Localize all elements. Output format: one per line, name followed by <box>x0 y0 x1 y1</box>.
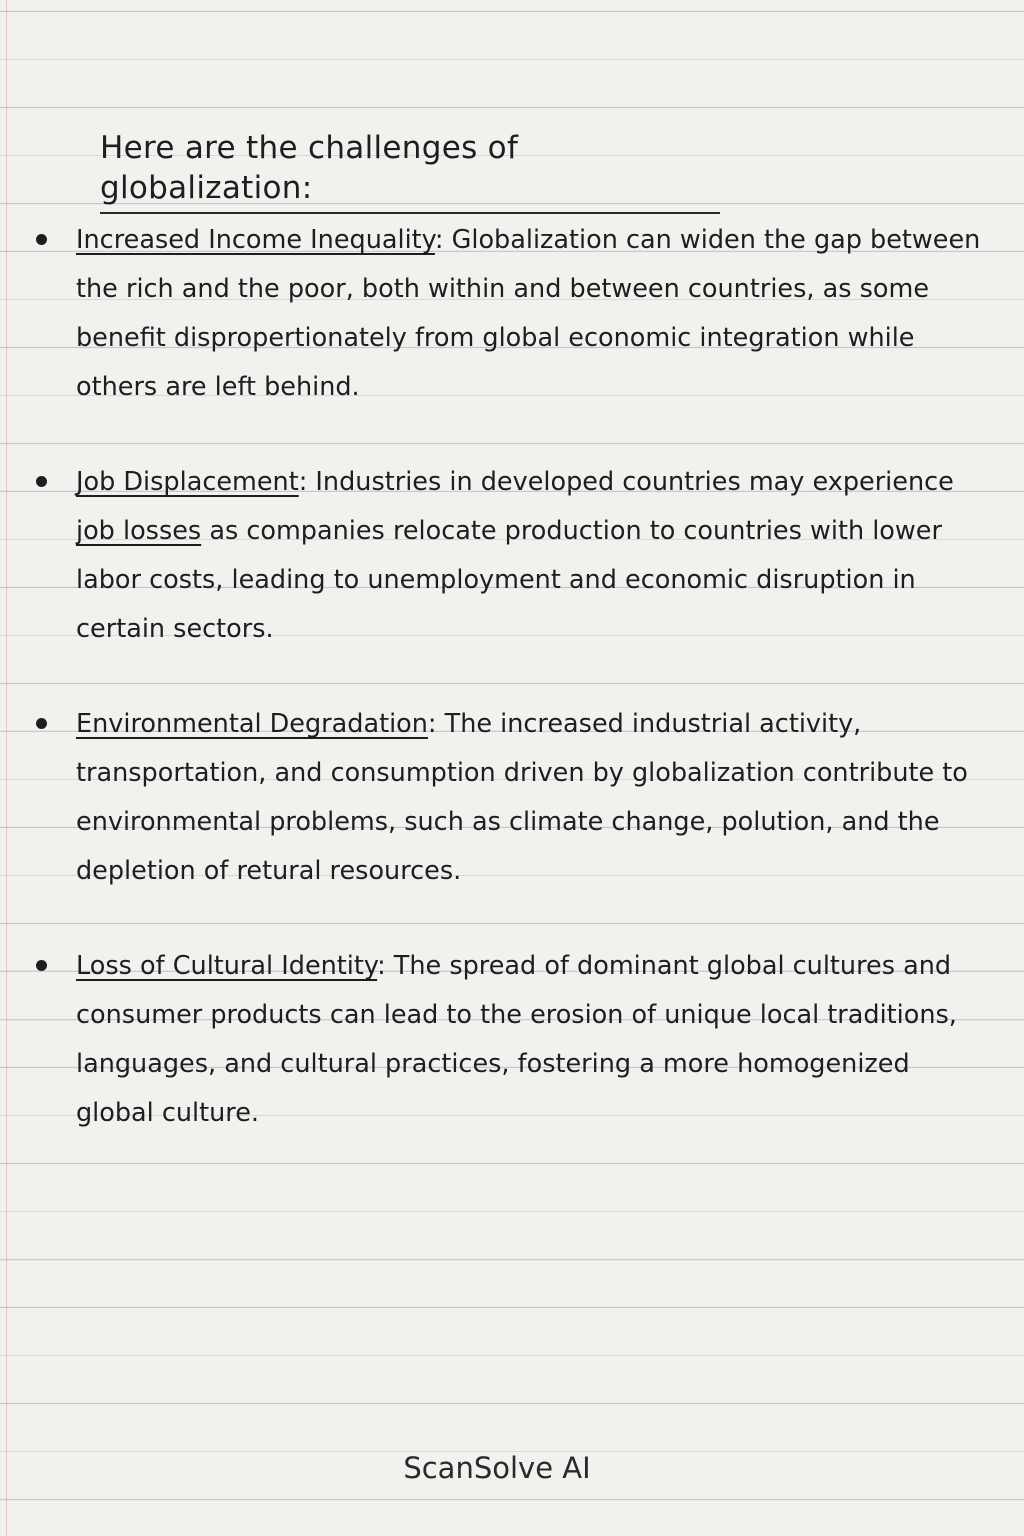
item-text: : Industries in developed countries may experience <box>298 467 954 497</box>
item-text: as companies relocate production to countries with lower labor costs, leading to unemployment and economic disruption in certain sectors. <box>76 516 942 644</box>
bullet-icon <box>36 234 47 245</box>
item-term: Loss of Cultural Identity <box>76 951 378 981</box>
page-title <box>100 128 720 214</box>
list-item <box>32 942 982 1138</box>
item-term: Job Displacement <box>76 467 299 497</box>
item-text: : Globalization can widen the gap between the rich and the poor, both within and between countries, as some benefit dispropertionately from global economic integration while others are left behind. <box>76 225 981 402</box>
page-title-text: Here are the challenges of globalization: <box>100 128 720 214</box>
list-item <box>32 700 982 896</box>
item-underlined-phrase: job losses <box>76 516 202 546</box>
list-item <box>32 216 982 412</box>
item-text: : The spread of dominant global cultures and consumer products can lead to the erosion of unique local traditions, languages, and cultural practices, fostering a more homogenized global culture. <box>76 951 957 1128</box>
item-text: : The increased industrial activity, transportation, and consumption driven by globalization contribute to environmental problems, such as climate change, polution, and the depletion of retural resources. <box>76 709 968 886</box>
bullet-icon <box>36 718 47 729</box>
item-term: Environmental Degradation <box>76 709 428 739</box>
margin-line <box>6 0 7 1536</box>
footer-brand-text: ScanSolve AI <box>403 1451 591 1485</box>
bullet-icon <box>36 476 47 487</box>
bullet-icon <box>36 960 47 971</box>
footer-brand <box>0 1448 1024 1488</box>
item-term: Increased Income Inequality <box>76 225 435 255</box>
list-item <box>32 458 982 654</box>
challenges-list <box>32 216 982 1184</box>
